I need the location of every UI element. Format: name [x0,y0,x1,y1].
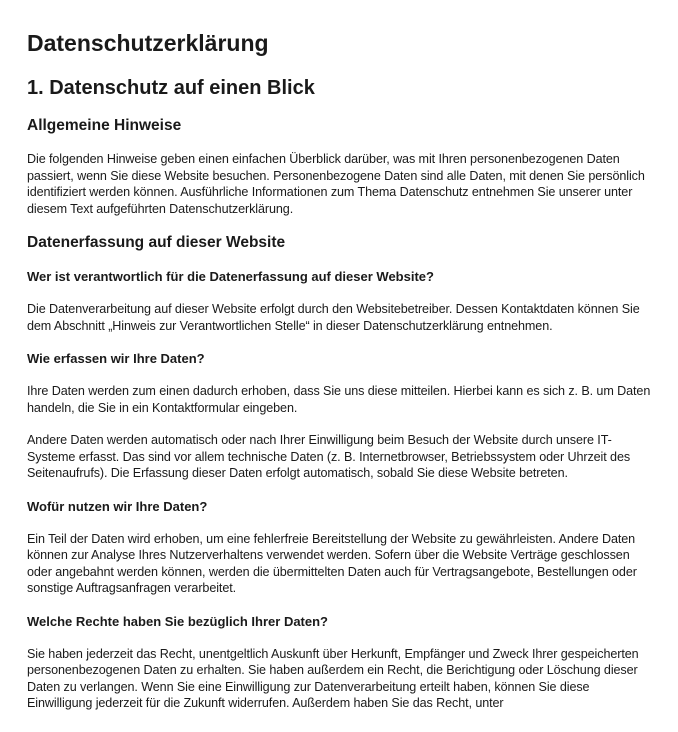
answer-how-collect-2: Andere Daten werden automatisch oder nach Ihrer Einwilligung beim Besuch der Website durch unsere IT-Systeme erfasst. Das sind vor allem technische Daten (z. B. Internetbrowser, Betriebssystem oder Uhrzeit des Seitenaufrufs). Die Erfassung dieser Daten erfolgt automatisch, sobald Sie diese Website betreten. [27,433,631,480]
subheading-general-notes: Allgemeine Hinweise [27,117,182,134]
question-responsible: Wer ist verantwortlich für die Datenerfassung auf dieser Website? [27,269,434,284]
answer-responsible: Die Datenverarbeitung auf dieser Website erfolgt durch den Websitebetreiber. Dessen Kontaktdaten können Sie dem Abschnitt „Hinweis zur Verantwortlichen Stelle“ in dieser Datenschutzerklärung entnehmen. [27,302,640,333]
question-rights: Welche Rechte haben Sie bezüglich Ihrer Daten? [27,613,328,629]
paragraph-general-notes: Die folgenden Hinweise geben einen einfachen Überblick darüber, was mit Ihren personenbezogenen Daten passiert, wenn Sie diese Website besuchen. Personenbezogene Daten sind alle Daten, mit denen Sie persönlich identifiziert werden können. Ausführliche Informationen zum Thema Datenschutz entnehmen Sie unserer unter diesem Text aufgeführten Datenschutzerklärung. [27,152,645,216]
answer-rights: Sie haben jederzeit das Recht, unentgeltlich Auskunft über Herkunft, Empfänger und Zweck Ihrer gespeicherten personenbezogenen Daten zu erhalten. Sie haben außerdem ein Recht, die Berichtigung oder Löschung dieser Daten zu verlangen. Wenn Sie eine Einwilligung zur Datenverarbeitung erteilt haben, können Sie diese Einwilligung jederzeit für die Zukunft widerrufen. Außerdem haben Sie das Recht, unter [27,646,639,710]
page-title: Datenschutzerklärung [27,30,269,56]
answer-how-collect-1: Ihre Daten werden zum einen dadurch erhoben, dass Sie uns diese mitteilen. Hierbei kann es sich z. B. um Daten handeln, die Sie in ein Kontaktformular eingeben. [27,384,651,415]
section-heading-overview: 1. Datenschutz auf einen Blick [27,77,315,99]
question-how-collect: Wie erfassen wir Ihre Daten? [27,351,205,366]
subheading-data-collection: Datenerfassung auf dieser Website [27,234,286,251]
answer-purpose: Ein Teil der Daten wird erhoben, um eine fehlerfreie Bereitstellung der Website zu gewährleisten. Andere Daten können zur Analyse Ihres Nutzerverhaltens verwendet werden. Sofern über die Website Verträge geschlossen oder angebahnt werden können, werden die übermittelten Daten auch für Vertragsangebote, Bestellungen oder sonstige Auftragsanfragen verarbeitet. [27,531,637,595]
question-purpose: Wofür nutzen wir Ihre Daten? [27,498,208,514]
